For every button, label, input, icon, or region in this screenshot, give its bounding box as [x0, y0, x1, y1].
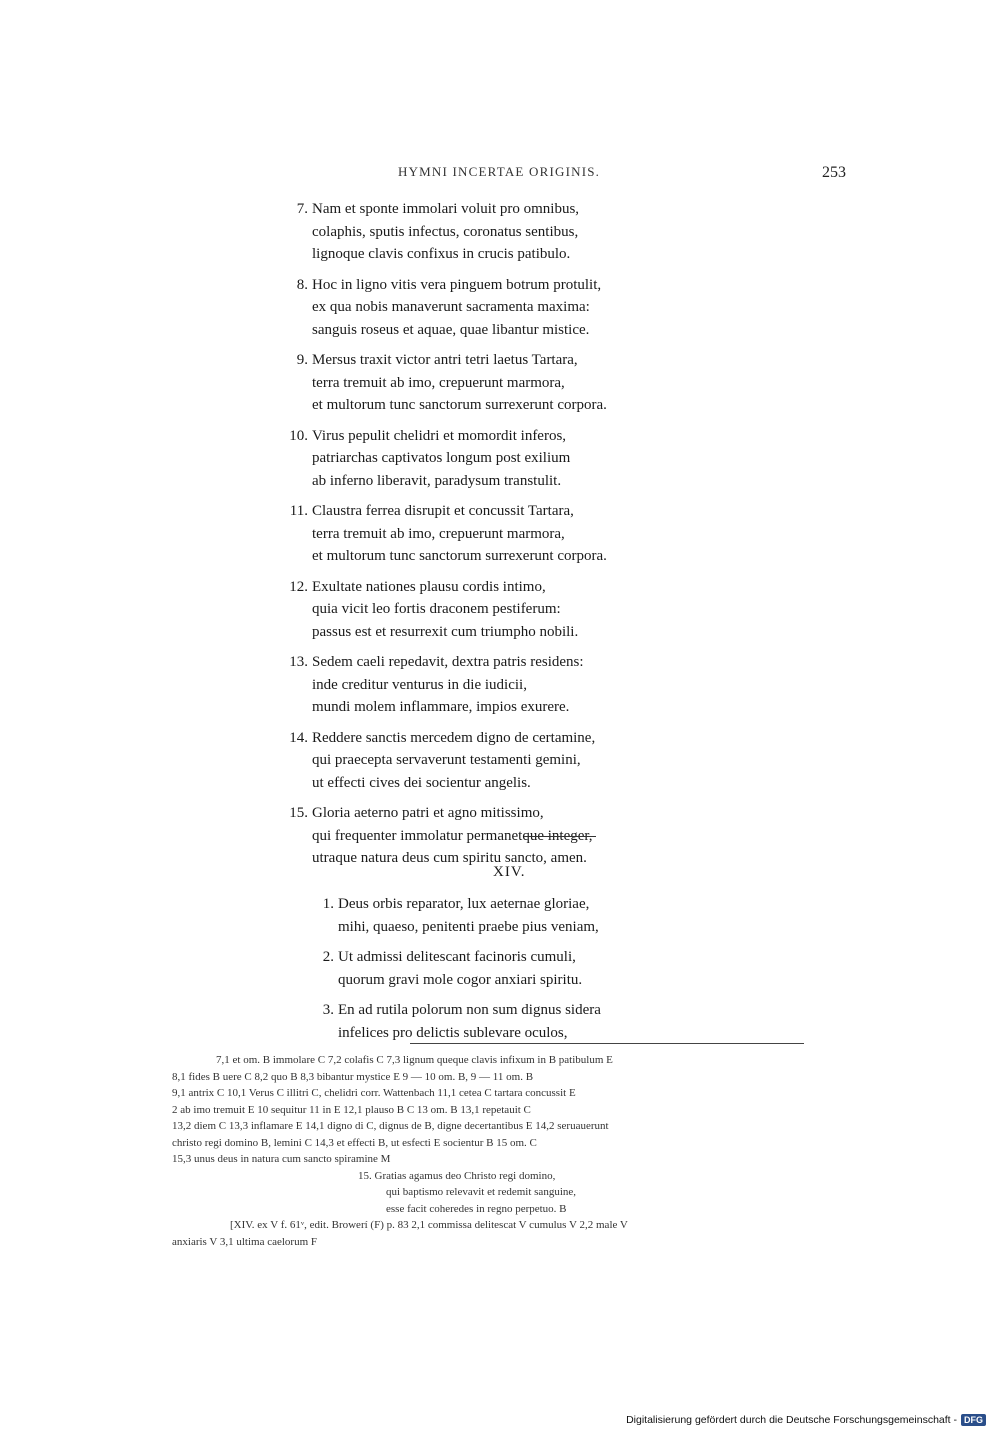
verse-line: et multorum tunc sanctorum surrexerunt corpora. — [312, 397, 607, 413]
stanza-number: 12. — [289, 578, 308, 595]
stanza — [306, 946, 726, 991]
stanza-lines — [312, 651, 720, 719]
stanza — [280, 349, 720, 417]
verse-line: Sedem caeli repedavit, dextra patris residens: — [312, 654, 584, 670]
verse-line: Ut admissi delitescant facinoris cumuli, — [338, 949, 576, 965]
stanza — [306, 893, 726, 938]
stanza-lines — [312, 727, 720, 795]
stanza-lines — [312, 802, 720, 870]
footnote-line: christo regi domino B, lemini C 14,3 et effecti B, ut esfecti E socientur B 15 om. C — [172, 1136, 537, 1149]
stanza-number: 10. — [289, 427, 308, 444]
dfg-logo: DFG — [961, 1414, 986, 1426]
verse-line: passus est et resurrexit cum triumpho nobili. — [312, 623, 579, 640]
footnote-line: 7,1 et om. B immolare C 7,2 colafis C 7,3 lignum queque clavis infixum in B patibulum E — [216, 1054, 613, 1066]
verse-line: Reddere sanctis mercedem digno de certamine, — [312, 729, 596, 746]
verse-line: Gloria aeterno patri et agno mitissimo, — [312, 805, 544, 821]
footnote-line: 13,2 diem C 13,3 inflamare E 14,1 digno di C, dignus de B, digne decertantibus E 14,2 seruauerunt — [172, 1120, 609, 1132]
stanza-number: 11. — [289, 503, 308, 519]
stanza — [306, 999, 726, 1044]
funding-notice — [626, 1414, 986, 1426]
section-divider — [524, 836, 596, 837]
footnote-rule — [410, 1043, 804, 1044]
footnote-line: 2 ab imo tremuit E 10 sequitur 11 in E 12,1 plauso B C 13 om. B 13,1 repetauit C — [172, 1103, 531, 1116]
verse-line: Nam et sponte immolari voluit pro omnibus, — [312, 201, 580, 217]
verse-line: En ad rutila polorum non sum dignus sidera — [338, 1002, 601, 1018]
footnote-line: anxiaris V 3,1 ultima caelorum F — [172, 1235, 318, 1248]
verse-line: quia vicit leo fortis draconem pestiferum: — [312, 601, 561, 617]
stanza-lines — [338, 893, 726, 938]
stanza — [280, 802, 720, 870]
stanza-number: 15. — [289, 805, 308, 821]
verse-line: qui frequenter immolatur permanetque integer, — [312, 827, 593, 844]
verse-line: terra tremuit ab imo, crepuerunt marmora, — [312, 374, 565, 391]
verse-line: Hoc in ligno vitis vera pinguem botrum protulit, — [312, 276, 602, 293]
footnotes — [172, 1052, 852, 1250]
verse-line: mundi molem inflammare, impios exurere. — [312, 699, 570, 715]
stanza — [280, 425, 720, 493]
verse-line: inde creditur venturus in die iudicii, — [312, 676, 527, 693]
stanza-lines — [312, 274, 720, 342]
stanza-list-hymn-xiv — [306, 893, 726, 1052]
stanza-lines — [312, 576, 720, 644]
verse-line: terra tremuit ab imo, crepuerunt marmora, — [312, 525, 565, 542]
verse-line: infelices pro delictis sublevare oculos, — [338, 1024, 568, 1041]
stanza-lines — [338, 999, 726, 1044]
verse-line: quorum gravi mole cogor anxiari spiritu. — [338, 971, 583, 988]
verse-line: Deus orbis reparator, lux aeternae gloriae, — [338, 896, 590, 912]
stanza-number: 7. — [296, 201, 308, 217]
footnote-line: esse facit coheredes in regno perpetuo. B — [386, 1202, 567, 1215]
footnote-line: qui baptismo relevavit et redemit sanguine, — [386, 1186, 577, 1198]
verse-line: qui praecepta servaverunt testamenti gemini, — [312, 752, 581, 768]
stanza-lines — [312, 198, 720, 266]
funding-text: Digitalisierung gefördert durch die Deutsche Forschungsgemeinschaft - — [626, 1414, 957, 1426]
stanza — [280, 198, 720, 266]
footnote-line: [XIV. ex V f. 61ᵛ, edit. Browerí (F) p. 83 2,1 commissa delitescat V cumulus V 2,2 male V — [230, 1219, 628, 1231]
verse-line: lignoque clavis confixus in crucis patibulo. — [312, 246, 571, 262]
stanza-number: 2. — [322, 949, 334, 965]
stanza-number: 1. — [322, 896, 334, 912]
stanza-list-hymn-xiii — [280, 198, 720, 878]
stanza-lines — [312, 425, 720, 493]
stanza-number: 8. — [296, 276, 308, 293]
section-title: XIV. — [493, 864, 526, 880]
stanza-lines — [338, 946, 726, 991]
footnote-line: 15. Gratias agamus deo Christo regi domino, — [358, 1169, 556, 1182]
page-header-title: HYMNI INCERTAE ORIGINIS. — [398, 164, 601, 179]
page-number: 253 — [822, 164, 846, 181]
stanza-number: 9. — [296, 352, 308, 368]
verse-line: ex qua nobis manaverunt sacramenta maxima: — [312, 299, 590, 315]
stanza — [280, 274, 720, 342]
verse-line: colaphis, sputis infectus, coronatus sentibus, — [312, 223, 579, 240]
footnote-line: 15,3 unus deus in natura cum sancto spiramine M — [172, 1153, 391, 1165]
verse-line: Exultate nationes plausu cordis intimo, — [312, 578, 546, 595]
footnote-line: 8,1 fides B uere C 8,2 quo B 8,3 bibantur mystice E 9 — 10 om. B, 9 — 11 om. B — [172, 1070, 534, 1083]
stanza-lines — [312, 500, 720, 568]
stanza-lines — [312, 349, 720, 417]
verse-line: Mersus traxit victor antri tetri laetus Tartara, — [312, 352, 578, 368]
footnote-line: 9,1 antrix C 10,1 Verus C illitri C, chelidri corr. Wattenbach 11,1 cetea C tartara concussit E — [172, 1087, 576, 1099]
verse-line: ab inferno liberavit, paradysum transtulit. — [312, 472, 562, 489]
verse-line: patriarchas captivatos longum post exilium — [312, 450, 571, 466]
stanza — [280, 500, 720, 568]
stanza-number: 3. — [322, 1002, 334, 1018]
verse-line: utraque natura deus cum spiritu sancto, amen. — [312, 850, 587, 866]
verse-line: Claustra ferrea disrupit et concussit Tartara, — [312, 503, 574, 519]
verse-line: sanguis roseus et aquae, quae libantur mistice. — [312, 321, 590, 338]
verse-line: Virus pepulit chelidri et momordit inferos, — [312, 427, 567, 444]
stanza — [280, 651, 720, 719]
stanza — [280, 727, 720, 795]
verse-line: mihi, quaeso, penitenti praebe pius veniam, — [338, 918, 599, 935]
stanza-number: 13. — [289, 654, 308, 670]
stanza — [280, 576, 720, 644]
verse-line: et multorum tunc sanctorum surrexerunt corpora. — [312, 548, 607, 564]
verse-line: ut effecti cives dei socientur angelis. — [312, 774, 531, 791]
stanza-number: 14. — [289, 729, 308, 746]
